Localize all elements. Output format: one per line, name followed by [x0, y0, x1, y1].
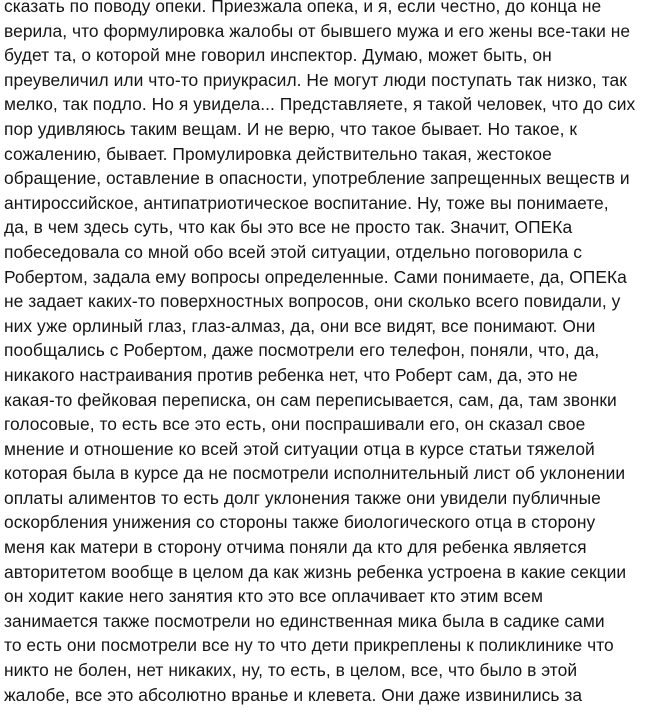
text-line: он ходит какие него занятия кто это все оплачивает кто этим всем: [4, 586, 543, 607]
text-line: какая-то фейковая переписка, он сам переписывается, сам, да, там звонки: [4, 389, 617, 410]
text-line: оскорбления унижения со стороны также биологического отца в сторону: [4, 512, 596, 533]
text-line: сказать по поводу опеки. Приезжала опека, и я, если честно, до конца не: [4, 0, 602, 16]
text-line: меня как матери в сторону отчима поняли да кто для ребенка является: [4, 537, 587, 558]
text-line: не задает каких-то поверхностных вопросов, они сколько всего повидали, у: [4, 291, 621, 312]
text-line: мелко, так подло. Но я увидела... Представляете, я такой человек, что до сих: [4, 94, 636, 115]
text-line: жалобе, все это абсолютно вранье и клевета. Они даже извинились за: [4, 684, 583, 705]
text-line: да, в чем здесь суть, что как бы это все не просто так. Значит, ОПЕКа: [4, 217, 573, 238]
text-line: пор удивляюсь таким вещам. И не верю, что такое бывает. Но такое, к: [4, 118, 578, 139]
text-line: будет та, о которой мне говорил инспектор. Думаю, может быть, он: [4, 45, 552, 66]
text-line: никто не болен, нет никаких, ну, то есть, в целом, все, что было в этой: [4, 660, 578, 681]
text-line: обращение, оставление в опасности, употребление запрещенных веществ и: [4, 168, 630, 189]
text-line: Робертом, задала ему вопросы определенные. Сами понимаете, да, ОПЕКа: [4, 266, 627, 287]
text-line: сожалению, бывает. Промулировка действительно такая, жестокое: [4, 143, 552, 164]
text-line: побеседовала со мной обо всей этой ситуации, отдельно поговорила с: [4, 241, 582, 262]
text-line: голосовые, то есть все это есть, они поспрашивали его, он сказал свое: [4, 414, 586, 435]
text-line: никакого настраивания против ребенка нет, что Роберт сам, да, это не: [4, 364, 578, 385]
text-line: преувеличил или что-то приукрасил. Не могут люди поступать так низко, так: [4, 69, 627, 90]
text-line: них уже орлиный глаз, глаз-алмаз, да, они все видят, все понимают. Они: [4, 315, 596, 336]
text-line: оплаты алиментов то есть долг уклонения также они увидели публичные: [4, 487, 601, 508]
text-line: верила, что формулировка жалобы от бывшего мужа и его жены все-таки не: [4, 20, 631, 41]
text-line: которая была в курсе да не посмотрели исполнительный лист об уклонении: [4, 463, 626, 484]
text-line: пообщались с Робертом, даже посмотрели его телефон, поняли, что, да,: [4, 340, 600, 361]
text-line: антироссийское, антипатриотическое воспитание. Ну, тоже вы понимаете,: [4, 192, 609, 213]
text-line: мнение и отношение ко всей этой ситуации отца в курсе статьи тяжелой: [4, 438, 595, 459]
text-line: занимается также посмотрели но единственная мика была в садике сами: [4, 610, 605, 631]
text-line: авторитетом вообще в целом да как жизнь ребенка устроена в какие секции: [4, 561, 627, 582]
document-text: [4, 0, 659, 707]
text-line: то есть они посмотрели все ну то что дети прикреплены к поликлинике что: [4, 635, 614, 656]
